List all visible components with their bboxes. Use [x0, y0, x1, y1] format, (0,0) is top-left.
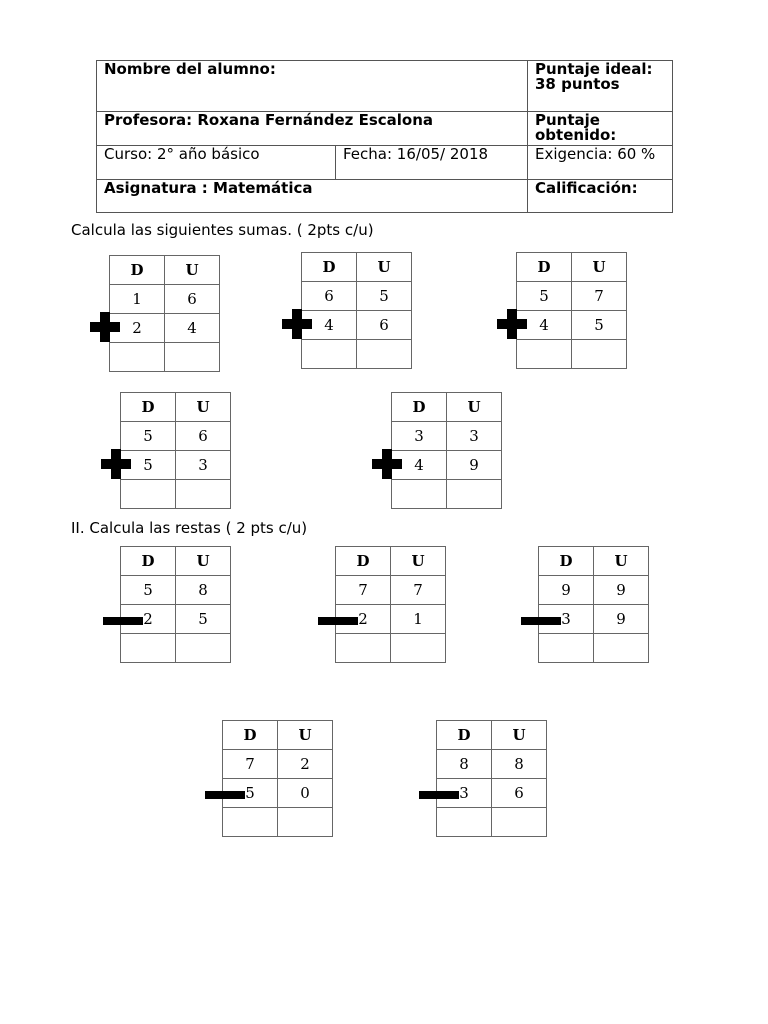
answer-tens-cell[interactable] — [336, 634, 391, 663]
tens-header: D — [517, 253, 572, 282]
bottom-tens-digit: 2 — [121, 605, 176, 634]
units-header: U — [176, 393, 231, 422]
grid-row — [110, 314, 220, 343]
grid-row — [110, 343, 220, 372]
grid-row — [392, 422, 502, 451]
units-header: U — [165, 256, 220, 285]
top-units-digit: 5 — [357, 282, 412, 311]
place-value-grid — [538, 546, 649, 663]
grid-row — [110, 285, 220, 314]
plus-icon — [90, 312, 120, 346]
bottom-tens-digit: 5 — [121, 451, 176, 480]
tens-header: D — [392, 393, 447, 422]
answer-units-cell[interactable] — [447, 480, 502, 509]
grid-row — [121, 547, 231, 576]
requirement-label: Exigencia: 60 % — [528, 146, 673, 180]
plus-icon — [497, 309, 527, 343]
answer-tens-cell[interactable] — [437, 808, 492, 837]
units-header: U — [492, 721, 547, 750]
bottom-units-digit: 6 — [492, 779, 547, 808]
top-tens-digit: 7 — [336, 576, 391, 605]
grid-row — [121, 480, 231, 509]
answer-units-cell[interactable] — [278, 808, 333, 837]
bottom-tens-digit: 2 — [336, 605, 391, 634]
bottom-units-digit: 5 — [176, 605, 231, 634]
tens-header: D — [121, 393, 176, 422]
course-label: Curso: 2° año básico — [97, 146, 336, 180]
bottom-tens-digit: 3 — [437, 779, 492, 808]
top-tens-digit: 3 — [392, 422, 447, 451]
top-tens-digit: 5 — [121, 576, 176, 605]
grid-row — [302, 311, 412, 340]
answer-tens-cell[interactable] — [110, 343, 165, 372]
grid-row — [437, 721, 547, 750]
answer-units-cell[interactable] — [176, 480, 231, 509]
grid-row — [121, 634, 231, 663]
top-units-digit: 3 — [447, 422, 502, 451]
place-value-grid — [335, 546, 446, 663]
grid-row — [517, 282, 627, 311]
grid-row — [302, 282, 412, 311]
tens-header: D — [110, 256, 165, 285]
grid-row — [539, 547, 649, 576]
grid-row — [539, 634, 649, 663]
sum-problem — [391, 392, 502, 509]
grid-row — [517, 311, 627, 340]
sums-instruction: Calcula las siguientes sumas. ( 2pts c/u) — [71, 221, 374, 239]
tens-header: D — [121, 547, 176, 576]
answer-units-cell[interactable] — [594, 634, 649, 663]
tens-header: D — [437, 721, 492, 750]
grid-row — [302, 253, 412, 282]
units-header: U — [357, 253, 412, 282]
grid-row — [121, 451, 231, 480]
subject-label: Asignatura : Matemática — [97, 180, 528, 213]
answer-units-cell[interactable] — [391, 634, 446, 663]
grid-row — [302, 340, 412, 369]
sum-problem — [109, 255, 220, 372]
grid-row — [539, 576, 649, 605]
bottom-tens-digit: 4 — [392, 451, 447, 480]
answer-tens-cell[interactable] — [392, 480, 447, 509]
minus-icon — [103, 617, 143, 625]
grid-row — [223, 750, 333, 779]
tens-header: D — [302, 253, 357, 282]
ideal-score: Puntaje ideal: 38 puntos — [528, 61, 673, 112]
top-tens-digit: 8 — [437, 750, 492, 779]
top-tens-digit: 6 — [302, 282, 357, 311]
units-header: U — [176, 547, 231, 576]
grid-row — [336, 547, 446, 576]
grid-row — [517, 340, 627, 369]
top-tens-digit: 5 — [517, 282, 572, 311]
grid-row — [392, 480, 502, 509]
answer-units-cell[interactable] — [572, 340, 627, 369]
bottom-tens-digit: 4 — [302, 311, 357, 340]
units-header: U — [447, 393, 502, 422]
top-tens-digit: 7 — [223, 750, 278, 779]
place-value-grid — [301, 252, 412, 369]
minus-icon — [205, 791, 245, 799]
bottom-units-digit: 1 — [391, 605, 446, 634]
teacher-name: Profesora: Roxana Fernández Escalona — [97, 112, 528, 146]
plus-icon — [372, 449, 402, 483]
grid-row — [336, 576, 446, 605]
tens-header: D — [223, 721, 278, 750]
bottom-units-digit: 6 — [357, 311, 412, 340]
minus-icon — [521, 617, 561, 625]
bottom-units-digit: 9 — [594, 605, 649, 634]
place-value-grid — [391, 392, 502, 509]
bottom-units-digit: 4 — [165, 314, 220, 343]
subtraction-problem — [538, 546, 649, 663]
place-value-grid — [222, 720, 333, 837]
subtraction-problem — [436, 720, 547, 837]
header-table — [96, 60, 673, 213]
answer-tens-cell[interactable] — [121, 480, 176, 509]
bottom-units-digit: 0 — [278, 779, 333, 808]
grid-row — [121, 422, 231, 451]
grid-row — [121, 393, 231, 422]
bottom-units-digit: 3 — [176, 451, 231, 480]
top-tens-digit: 1 — [110, 285, 165, 314]
place-value-grid — [109, 255, 220, 372]
grid-row — [437, 750, 547, 779]
answer-units-cell[interactable] — [165, 343, 220, 372]
top-units-digit: 8 — [176, 576, 231, 605]
grid-row — [223, 721, 333, 750]
units-header: U — [572, 253, 627, 282]
date-label: Fecha: 16/05/ 2018 — [336, 146, 528, 180]
student-name-label: Nombre del alumno: — [97, 61, 528, 112]
tens-header: D — [336, 547, 391, 576]
sum-problem — [516, 252, 627, 369]
answer-tens-cell[interactable] — [517, 340, 572, 369]
minus-icon — [318, 617, 358, 625]
top-tens-digit: 5 — [121, 422, 176, 451]
units-header: U — [391, 547, 446, 576]
subtraction-problem — [120, 546, 231, 663]
top-units-digit: 6 — [176, 422, 231, 451]
answer-tens-cell[interactable] — [302, 340, 357, 369]
answer-units-cell[interactable] — [357, 340, 412, 369]
units-header: U — [594, 547, 649, 576]
bottom-units-digit: 9 — [447, 451, 502, 480]
sum-problem — [120, 392, 231, 509]
bottom-tens-digit: 4 — [517, 311, 572, 340]
tens-header: D — [539, 547, 594, 576]
bottom-tens-digit: 3 — [539, 605, 594, 634]
minus-icon — [419, 791, 459, 799]
place-value-grid — [120, 546, 231, 663]
subtraction-problem — [222, 720, 333, 837]
units-header: U — [278, 721, 333, 750]
top-tens-digit: 9 — [539, 576, 594, 605]
answer-tens-cell[interactable] — [539, 634, 594, 663]
top-units-digit: 7 — [572, 282, 627, 311]
top-units-digit: 8 — [492, 750, 547, 779]
plus-icon — [282, 309, 312, 343]
answer-tens-cell[interactable] — [121, 634, 176, 663]
bottom-tens-digit: 2 — [110, 314, 165, 343]
top-units-digit: 2 — [278, 750, 333, 779]
answer-units-cell[interactable] — [492, 808, 547, 837]
place-value-grid — [436, 720, 547, 837]
bottom-tens-digit: 5 — [223, 779, 278, 808]
grid-row — [121, 576, 231, 605]
top-units-digit: 6 — [165, 285, 220, 314]
place-value-grid — [516, 252, 627, 369]
bottom-units-digit: 5 — [572, 311, 627, 340]
top-units-digit: 9 — [594, 576, 649, 605]
sum-problem — [301, 252, 412, 369]
answer-tens-cell[interactable] — [223, 808, 278, 837]
grid-row — [336, 634, 446, 663]
grid-row — [517, 253, 627, 282]
grid-row — [392, 451, 502, 480]
grid-row — [437, 808, 547, 837]
grid-row — [392, 393, 502, 422]
subtraction-problem — [335, 546, 446, 663]
place-value-grid — [120, 392, 231, 509]
grade-label: Calificación: — [528, 180, 673, 213]
obtained-score: Puntaje obtenido: — [528, 112, 673, 146]
answer-units-cell[interactable] — [176, 634, 231, 663]
grid-row — [110, 256, 220, 285]
subtractions-instruction: II. Calcula las restas ( 2 pts c/u) — [71, 519, 308, 537]
top-units-digit: 7 — [391, 576, 446, 605]
plus-icon — [101, 449, 131, 483]
grid-row — [223, 808, 333, 837]
